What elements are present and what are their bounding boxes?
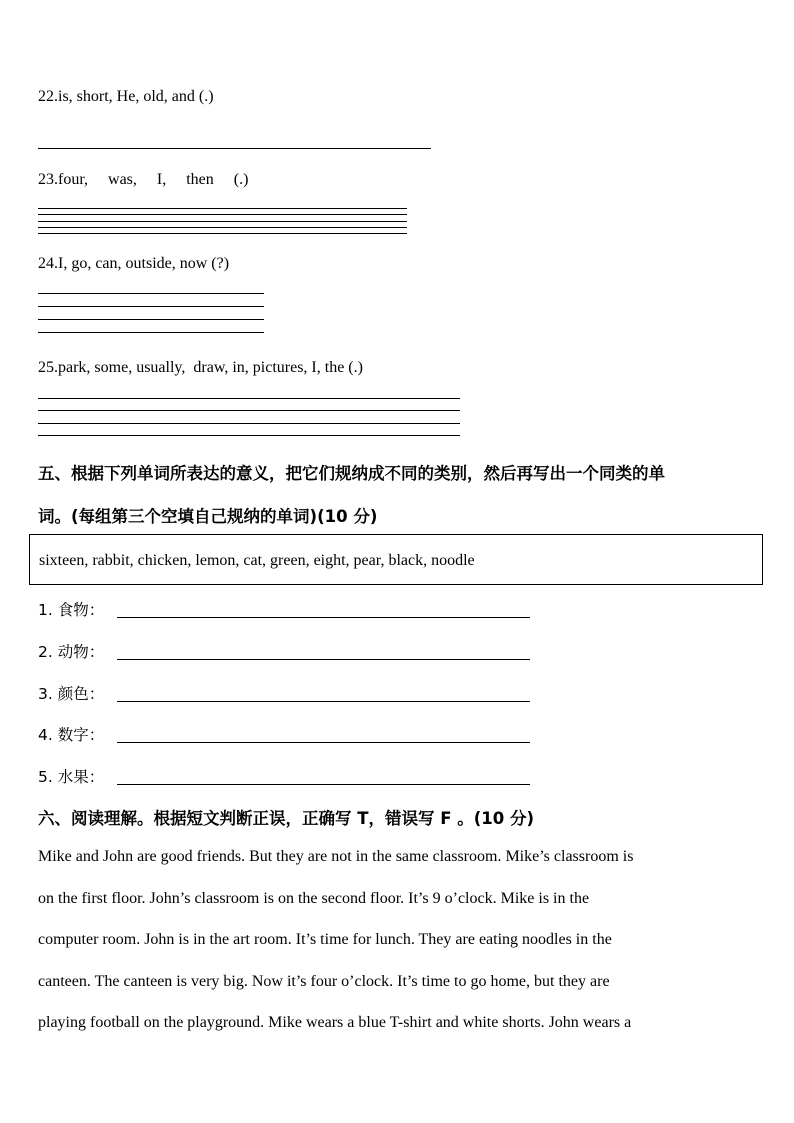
section-5-heading-line1: 五、根据下列单词所表达的意义，把它们规纳成不同的类别，然后再写出一个同类的单 xyxy=(38,464,665,483)
reading-paragraph-line: computer room. John is in the art room. It’s time for lunch. They are eating noodles in the xyxy=(38,931,612,948)
word-box-text: sixteen, rabbit, chicken, lemon, cat, green, eight, pear, black, noodle xyxy=(39,552,475,569)
question-25: 25.park, some, usually, draw, in, pictures, I, the (.) xyxy=(38,359,363,376)
category-label-fruits: 5. 水果： xyxy=(38,768,105,786)
section-5-heading-line2: 词。(每组第三个空填自己规纳的单词)(10 分) xyxy=(38,507,378,526)
category-answer-line[interactable] xyxy=(117,701,530,702)
reading-paragraph-line: canteen. The canteen is very big. Now it’s four o’clock. It’s time to go home, but they are xyxy=(38,973,610,990)
answer-line[interactable] xyxy=(38,148,431,149)
answer-line[interactable] xyxy=(38,332,264,333)
answer-line[interactable] xyxy=(38,423,460,424)
answer-line[interactable] xyxy=(38,435,460,436)
category-label-colors: 3. 颜色： xyxy=(38,685,105,703)
category-label-animals: 2. 动物： xyxy=(38,643,105,661)
category-answer-line[interactable] xyxy=(117,659,530,660)
question-22: 22.is, short, He, old, and (.) xyxy=(38,88,214,105)
word-box xyxy=(29,534,763,585)
answer-line[interactable] xyxy=(38,410,460,411)
answer-line[interactable] xyxy=(38,306,264,307)
answer-line[interactable] xyxy=(38,319,264,320)
question-24: 24.I, go, can, outside, now (?) xyxy=(38,255,230,272)
question-23: 23.four, was, I, then (.) xyxy=(38,171,249,188)
answer-line[interactable] xyxy=(38,208,407,209)
category-answer-line[interactable] xyxy=(117,742,530,743)
answer-line[interactable] xyxy=(38,227,407,228)
answer-line[interactable] xyxy=(38,221,407,222)
answer-line[interactable] xyxy=(38,233,407,234)
answer-line[interactable] xyxy=(38,398,460,399)
reading-paragraph-line: playing football on the playground. Mike wears a blue T-shirt and white shorts. John wears a xyxy=(38,1014,632,1031)
category-answer-line[interactable] xyxy=(117,617,530,618)
category-answer-line[interactable] xyxy=(117,784,530,785)
category-label-numbers: 4. 数字： xyxy=(38,726,105,744)
answer-line[interactable] xyxy=(38,214,407,215)
reading-paragraph-line: Mike and John are good friends. But they are not in the same classroom. Mike’s classroom is xyxy=(38,848,634,865)
category-label-food: 1. 食物： xyxy=(38,601,105,619)
section-6-heading: 六、阅读理解。根据短文判断正误，正确写 T，错误写 F 。(10 分) xyxy=(38,809,535,828)
answer-line[interactable] xyxy=(38,293,264,294)
reading-paragraph-line: on the first floor. John’s classroom is on the second floor. It’s 9 o’clock. Mike is in the xyxy=(38,890,590,907)
